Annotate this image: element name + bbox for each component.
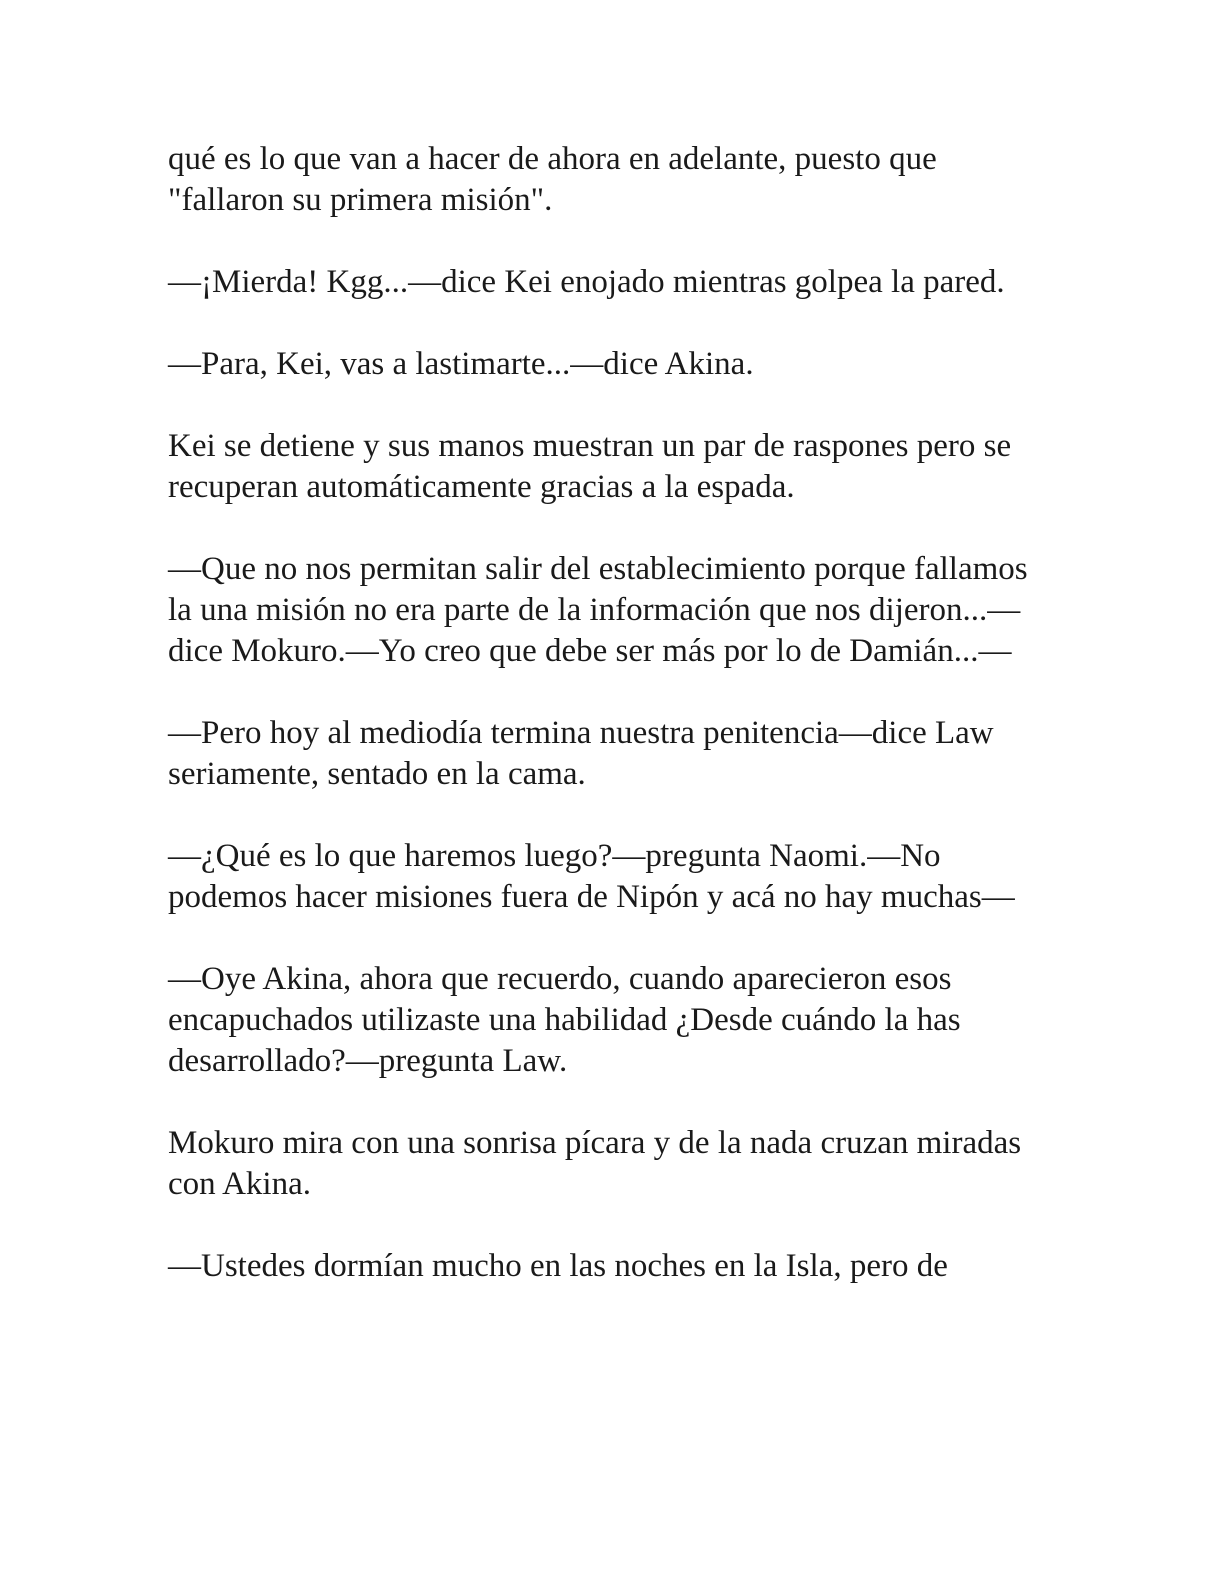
paragraph: —Oye Akina, ahora que recuerdo, cuando aparecieron esos encapuchados utilizaste una habilidad ¿Desde cuándo la has desarrollado?—pregunta Law.	[168, 961, 961, 1079]
paragraph: —Para, Kei, vas a lastimarte...—dice Akina.	[168, 346, 754, 382]
paragraph: qué es lo que van a hacer de ahora en adelante, puesto que "fallaron su primera misión".	[168, 141, 937, 218]
body-text	[168, 139, 1058, 1287]
paragraph: —¿Qué es lo que haremos luego?—pregunta Naomi.—No podemos hacer misiones fuera de Nipón y acá no hay muchas—	[168, 838, 1015, 915]
paragraph: —Que no nos permitan salir del establecimiento porque fallamos la una misión no era parte de la información que nos dijeron...—dice Mokuro.—Yo creo que debe ser más por lo de Damián...—	[168, 551, 1028, 669]
paragraph: Kei se detiene y sus manos muestran un par de raspones pero se recuperan automáticamente gracias a la espada.	[168, 428, 1012, 505]
paragraph: —Pero hoy al mediodía termina nuestra penitencia—dice Law seriamente, sentado en la cama.	[168, 715, 994, 792]
paragraph: —¡Mierda! Kgg...—dice Kei enojado mientras golpea la pared.	[168, 264, 1005, 300]
paragraph: —Ustedes dormían mucho en las noches en la Isla, pero de	[168, 1248, 948, 1284]
paragraph: Mokuro mira con una sonrisa pícara y de la nada cruzan miradas con Akina.	[168, 1125, 1022, 1202]
